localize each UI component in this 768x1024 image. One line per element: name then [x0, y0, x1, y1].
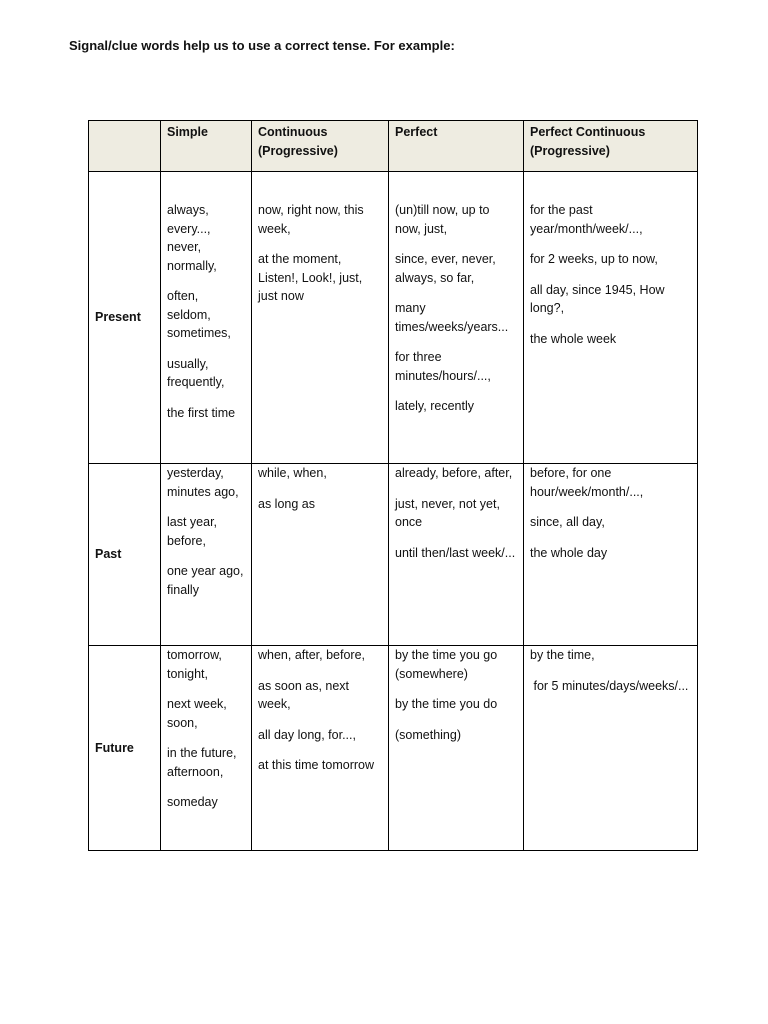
signal-words: by the time you do: [395, 697, 498, 711]
signal-words: by the time,: [530, 648, 595, 662]
cell-past-simple: [161, 464, 252, 646]
cell-present-perfect-continuous: [524, 172, 698, 464]
signal-words: (un)till now, up to now, just,: [395, 203, 490, 236]
signal-words: lately, recently: [395, 399, 474, 413]
header-perfect: Perfect: [389, 121, 524, 172]
cell-future-simple: [161, 646, 252, 851]
signal-words: at the moment, Listen!, Look!, just, just now: [258, 252, 363, 303]
tense-signal-words-table: [88, 120, 698, 851]
cell-past-continuous: [252, 464, 389, 646]
signal-words: many times/weeks/years...: [395, 301, 509, 334]
signal-words: usually, frequently,: [167, 356, 225, 389]
signal-words: for the past year/month/week/...,: [530, 203, 643, 236]
signal-words: the whole week: [530, 331, 617, 346]
signal-words: before, for one hour/week/month/...,: [530, 466, 644, 499]
signal-words: when, after, before,: [258, 648, 366, 662]
row-label-future: Future: [89, 646, 161, 851]
signal-words: the whole day: [530, 545, 608, 560]
signal-words: at this time tomorrow: [258, 758, 375, 772]
signal-words: next week, soon,: [167, 697, 227, 730]
signal-words: already, before, after,: [395, 466, 513, 480]
signal-words: last year, before,: [167, 515, 218, 548]
signal-words: in the future, afternoon,: [167, 746, 237, 779]
signal-words: since, ever, never, always, so far,: [395, 252, 496, 285]
cell-present-perfect: [389, 172, 524, 464]
cell-present-simple: [161, 172, 252, 464]
cell-future-perfect: [389, 646, 524, 851]
cell-past-perfect-continuous: [524, 464, 698, 646]
signal-words: until then/last week/...: [395, 545, 516, 560]
signal-words: for three minutes/hours/...,: [395, 350, 491, 383]
signal-words: (something): [395, 727, 461, 742]
table-row-past: [89, 464, 698, 646]
row-label-present: Present: [89, 172, 161, 464]
corner-header-cell: [89, 121, 161, 172]
table-header-row: [89, 121, 698, 172]
signal-words: now, right now, this week,: [258, 203, 364, 236]
table-row-present: [89, 172, 698, 464]
signal-words: for 2 weeks, up to now,: [530, 252, 658, 266]
signal-words: someday: [167, 795, 218, 809]
signal-words: just, never, not yet, once: [395, 496, 500, 529]
signal-words: all day, since 1945, How long?,: [530, 282, 665, 315]
table-row-future: [89, 646, 698, 851]
header-simple: Simple: [161, 121, 252, 172]
signal-words: often, seldom, sometimes,: [167, 289, 231, 340]
row-label-past: Past: [89, 464, 161, 646]
signal-words: all day long, for...,: [258, 727, 356, 742]
cell-present-continuous: [252, 172, 389, 464]
signal-words: by the time you go (somewhere): [395, 648, 498, 681]
cell-future-continuous: [252, 646, 389, 851]
signal-words: always, every..., never, normally,: [167, 203, 217, 273]
signal-words: as long as: [258, 496, 315, 511]
signal-words: yesterday, minutes ago,: [167, 466, 239, 499]
signal-words: as soon as, next week,: [258, 678, 350, 711]
signal-words: the first time: [167, 405, 236, 420]
signal-words: while, when,: [258, 466, 327, 480]
header-perfect-continuous: Perfect Continuous (Progressive): [524, 121, 698, 172]
signal-words: tomorrow, tonight,: [167, 648, 222, 681]
signal-words: since, all day,: [530, 515, 605, 529]
cell-past-perfect: [389, 464, 524, 646]
header-continuous: Continuous (Progressive): [252, 121, 389, 172]
cell-future-perfect-continuous: [524, 646, 698, 851]
signal-words: one year ago, finally: [167, 564, 244, 597]
intro-heading: Signal/clue words help us to use a correct tense. For example:: [69, 38, 455, 53]
signal-words: for 5 minutes/days/weeks/...: [530, 678, 689, 693]
